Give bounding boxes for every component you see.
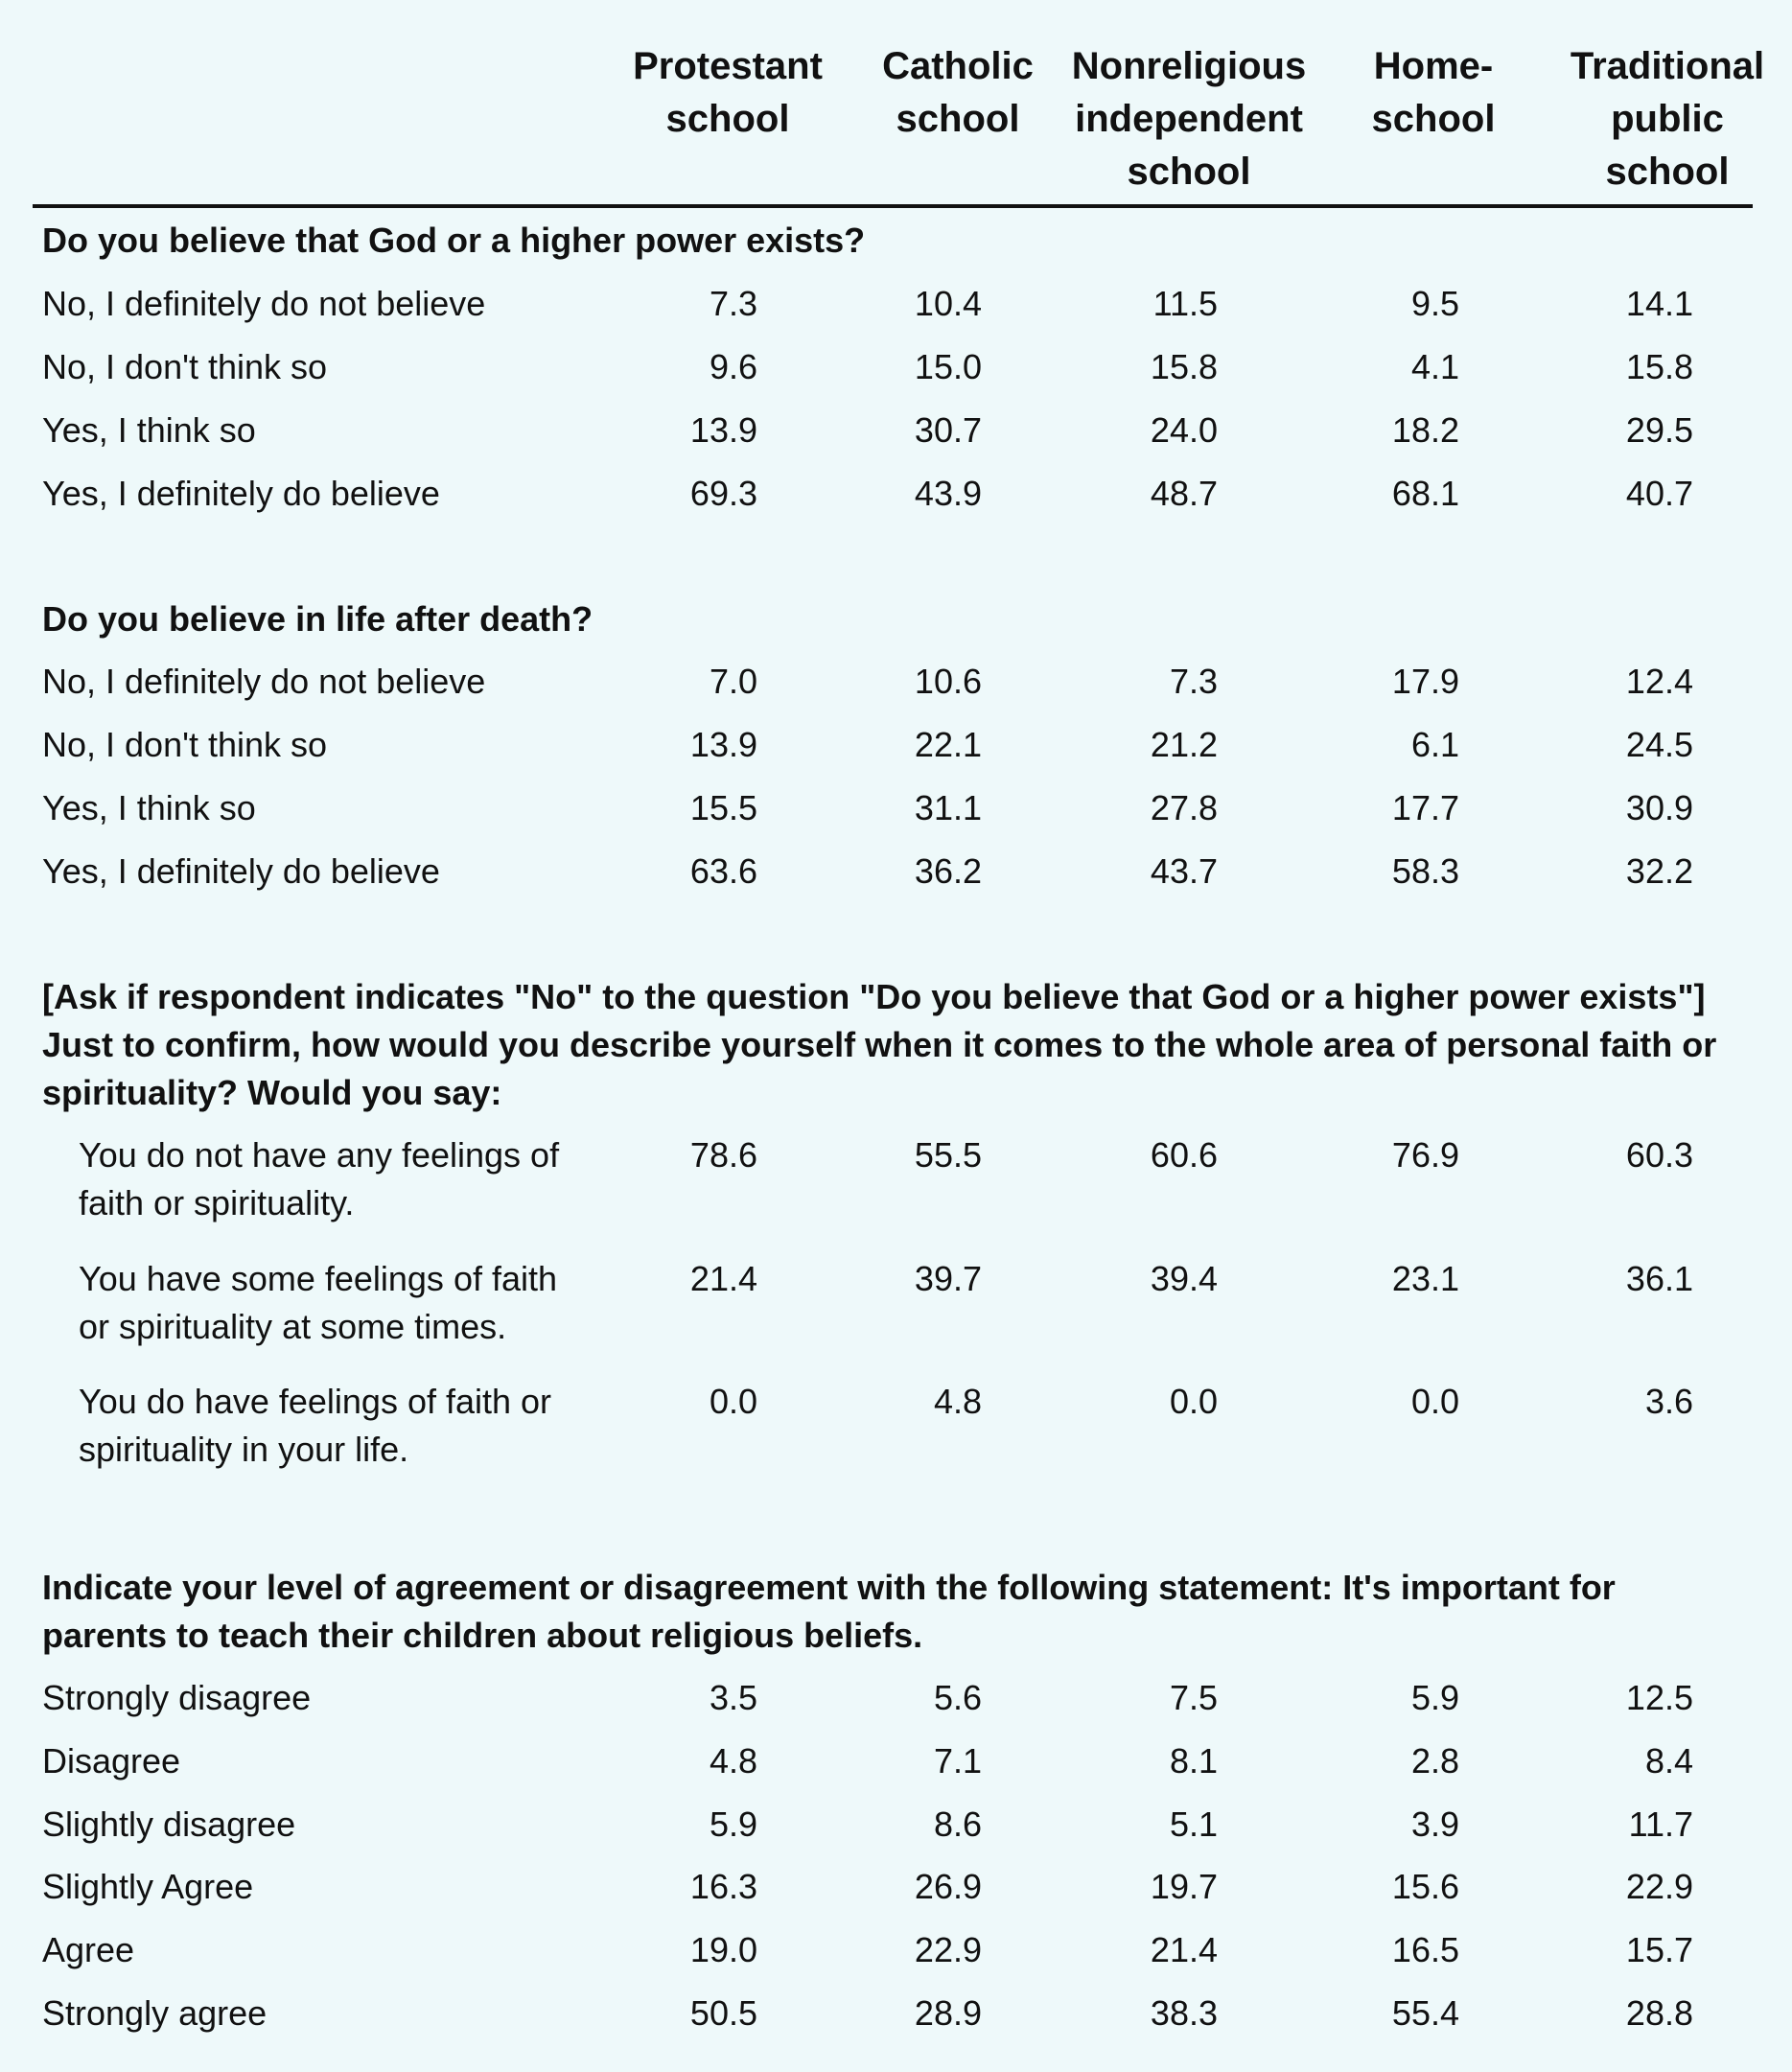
row-label: Agree (42, 1930, 135, 1969)
cell-value: 3.5 (709, 1678, 757, 1717)
cell-value: 10.4 (914, 284, 982, 323)
cell-value: 36.1 (1625, 1259, 1693, 1298)
cell-value: 63.6 (689, 851, 757, 891)
cell-value: 0.0 (1169, 1382, 1218, 1421)
cell-value: 39.4 (1150, 1259, 1218, 1298)
table-row (33, 1131, 1753, 1237)
cell-value: 16.5 (1391, 1930, 1459, 1969)
cell-value: 28.8 (1625, 1993, 1693, 2033)
cell-value: 7.3 (709, 284, 757, 323)
cell-value: 3.9 (1410, 1804, 1459, 1844)
cell-value: 13.9 (689, 725, 757, 764)
table-row (33, 1378, 1753, 1483)
row-label: Slightly Agree (42, 1867, 254, 1906)
cell-value: 22.9 (914, 1930, 982, 1969)
cell-value: 14.1 (1625, 284, 1693, 323)
column-header-nonreligious: Nonreligious independent school (1071, 45, 1307, 193)
cell-value: 21.2 (1150, 725, 1218, 764)
cell-value: 23.1 (1391, 1259, 1459, 1298)
cell-value: 0.0 (1410, 1382, 1459, 1421)
cell-value: 15.8 (1625, 347, 1693, 386)
cell-value: 7.1 (933, 1741, 982, 1781)
row-label: No, I don't think so (42, 347, 328, 386)
cell-value: 68.1 (1391, 474, 1459, 513)
row-label: Yes, I definitely do believe (42, 474, 440, 513)
cell-value: 5.1 (1169, 1804, 1218, 1844)
cell-value: 2.8 (1410, 1741, 1459, 1781)
cell-value: 55.4 (1391, 1993, 1459, 2033)
cell-value: 55.5 (914, 1135, 982, 1175)
row-label: Yes, I definitely do believe (42, 851, 440, 891)
cell-value: 36.2 (914, 851, 982, 891)
cell-value: 24.0 (1150, 410, 1218, 450)
cell-value: 15.6 (1391, 1867, 1459, 1906)
cell-value: 5.9 (709, 1804, 757, 1844)
cell-value: 3.6 (1644, 1382, 1693, 1421)
cell-value: 7.0 (709, 662, 757, 701)
row-label: No, I definitely do not believe (42, 662, 486, 701)
cell-value: 9.6 (709, 347, 757, 386)
cell-value: 11.7 (1628, 1804, 1693, 1844)
cell-value: 19.7 (1150, 1867, 1218, 1906)
cell-value: 15.5 (689, 788, 757, 827)
cell-value: 7.3 (1169, 662, 1218, 701)
row-label: Yes, I think so (42, 788, 256, 827)
cell-value: 12.4 (1625, 662, 1693, 701)
cell-value: 10.6 (914, 662, 982, 701)
cell-value: 8.1 (1169, 1741, 1218, 1781)
cell-value: 18.2 (1391, 410, 1459, 450)
cell-value: 12.5 (1625, 1678, 1693, 1717)
row-label: No, I definitely do not believe (42, 284, 486, 323)
cell-value: 4.1 (1410, 347, 1459, 386)
cell-value: 4.8 (709, 1741, 757, 1781)
table-header (33, 0, 1765, 208)
cell-value: 11.5 (1152, 284, 1218, 323)
cell-value: 15.7 (1625, 1930, 1693, 1969)
row-label: Strongly disagree (42, 1678, 312, 1717)
column-header-protestant: Protestant school (633, 45, 823, 140)
cell-value: 60.3 (1625, 1135, 1693, 1175)
survey-table (33, 0, 1765, 2033)
question-god-exists: Do you believe that God or a higher power exists? (42, 221, 866, 260)
cell-value: 31.1 (914, 788, 982, 827)
cell-value: 39.7 (914, 1259, 982, 1298)
cell-value: 50.5 (689, 1993, 757, 2033)
cell-value: 21.4 (689, 1259, 757, 1298)
cell-value: 22.9 (1625, 1867, 1693, 1906)
table-row (33, 1255, 1753, 1361)
cell-value: 43.9 (914, 474, 982, 513)
row-label: You do have feelings of faith or spirituality in your life. (79, 1382, 552, 1469)
cell-value: 78.6 (689, 1135, 757, 1175)
cell-value: 26.9 (914, 1867, 982, 1906)
row-label: You do not have any feelings of faith or spirituality. (79, 1135, 560, 1222)
cell-value: 24.5 (1625, 725, 1693, 764)
cell-value: 16.3 (689, 1867, 757, 1906)
cell-value: 6.1 (1410, 725, 1459, 764)
cell-value: 27.8 (1150, 788, 1218, 827)
cell-value: 28.9 (914, 1993, 982, 2033)
cell-value: 5.9 (1410, 1678, 1459, 1717)
row-label: Disagree (42, 1741, 181, 1781)
cell-value: 43.7 (1150, 851, 1218, 891)
cell-value: 9.5 (1410, 284, 1459, 323)
cell-value: 38.3 (1150, 1993, 1218, 2033)
cell-value: 69.3 (689, 474, 757, 513)
cell-value: 32.2 (1625, 851, 1693, 891)
cell-value: 5.6 (933, 1678, 982, 1717)
column-header-homeschool: Home- school (1371, 45, 1496, 140)
cell-value: 58.3 (1391, 851, 1459, 891)
cell-value: 4.8 (933, 1382, 982, 1421)
column-header-catholic: Catholic school (882, 45, 1034, 140)
cell-value: 8.4 (1644, 1741, 1693, 1781)
row-label: You have some feelings of faith or spirituality at some times. (79, 1259, 558, 1346)
cell-value: 19.0 (689, 1930, 757, 1969)
row-label: Yes, I think so (42, 410, 256, 450)
column-header-public: Traditional public school (1570, 45, 1765, 193)
cell-value: 48.7 (1150, 474, 1218, 513)
cell-value: 22.1 (914, 725, 982, 764)
question-faith-spirituality: [Ask if respondent indicates "No" to the question "Do you believe that God or a higher power exists"] Just to confirm, how would you describe yourself when it comes to the whole area of personal faith or spirituality? Would you say: (42, 977, 1717, 1112)
cell-value: 13.9 (689, 410, 757, 450)
row-label: Slightly disagree (42, 1804, 296, 1844)
cell-value: 0.0 (709, 1382, 757, 1421)
question-life-after-death: Do you believe in life after death? (42, 599, 593, 639)
cell-value: 7.5 (1169, 1678, 1218, 1717)
cell-value: 29.5 (1625, 410, 1693, 450)
question-parents-teach: Indicate your level of agreement or disagreement with the following statement: It's important for parents to teach their children about religious beliefs. (42, 1568, 1616, 1655)
cell-value: 76.9 (1391, 1135, 1459, 1175)
cell-value: 15.8 (1150, 347, 1218, 386)
cell-value: 8.6 (933, 1804, 982, 1844)
row-label: No, I don't think so (42, 725, 328, 764)
cell-value: 17.9 (1391, 662, 1459, 701)
row-label: Strongly agree (42, 1993, 268, 2033)
cell-value: 60.6 (1150, 1135, 1218, 1175)
cell-value: 30.7 (914, 410, 982, 450)
cell-value: 40.7 (1625, 474, 1693, 513)
cell-value: 17.7 (1391, 788, 1459, 827)
cell-value: 30.9 (1625, 788, 1693, 827)
cell-value: 15.0 (914, 347, 982, 386)
cell-value: 21.4 (1150, 1930, 1218, 1969)
